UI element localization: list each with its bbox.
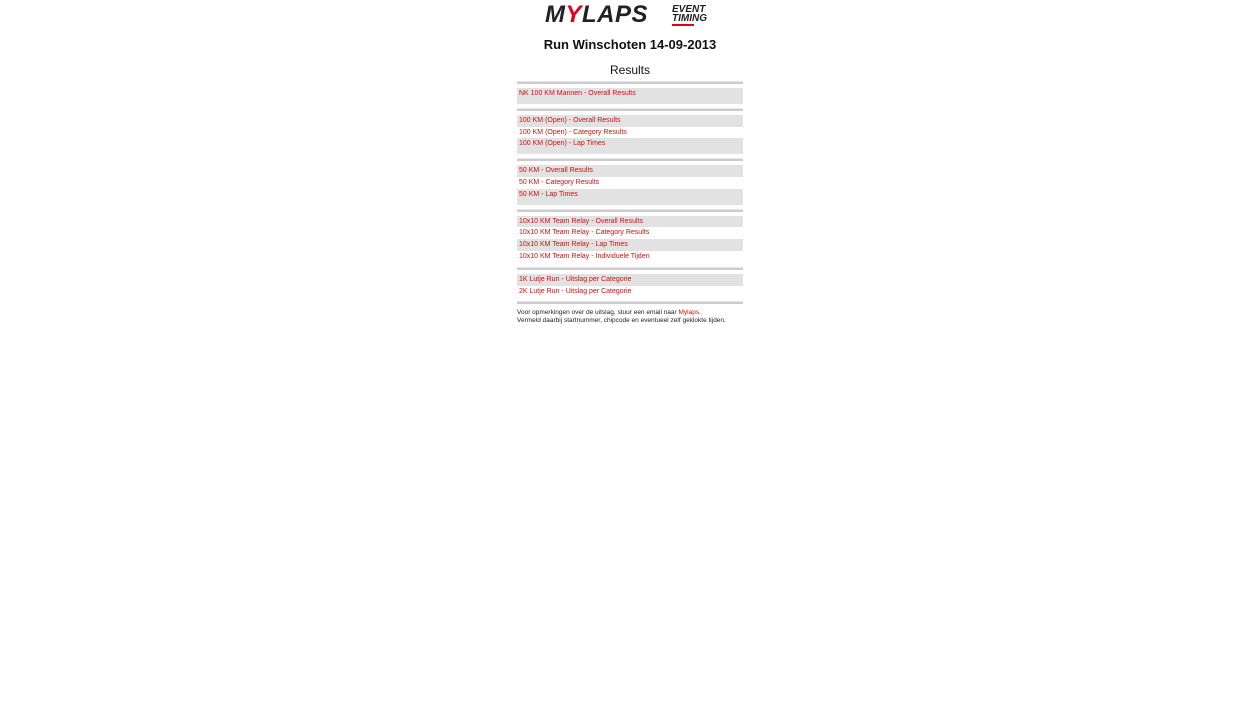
results-link[interactable]: 10x10 KM Team Relay - Overall Results [519,217,643,225]
section-divider [517,267,743,270]
logo-tagline: EVENT TIMING [672,4,707,24]
results-link[interactable]: 10x10 KM Team Relay - Lap Times [519,241,628,249]
section-divider [517,108,743,111]
footer-line-1: Voor opmerkingen over de uitslag, stuur een email naar Mylaps. [517,309,701,317]
section-divider [517,158,743,161]
results-link[interactable]: 100 KM (Open) - Lap Times [519,140,606,148]
row-padding [517,150,743,154]
logo-underline [672,24,694,26]
results-link[interactable]: 100 KM (Open) - Category Results [519,128,627,136]
results-link[interactable]: 10x10 KM Team Relay - Category Results [519,229,650,237]
event-title: Run Winschoten 14-09-2013 [543,37,717,52]
results-link[interactable]: 50 KM - Category Results [519,178,600,186]
footer-line-2: Vermeld daarbij startnummer, chipcode en eventueel zelf geklokte tijden. [517,317,726,325]
logo-wordmark: MYLAPS [545,1,649,28]
results-group [517,274,743,298]
results-row [517,239,743,251]
results-link-groups [517,81,743,304]
results-link[interactable]: 100 KM (Open) - Overall Results [519,116,621,124]
results-row [517,127,743,139]
results-row [517,286,743,298]
results-row [517,165,743,177]
results-group [517,115,743,154]
results-link[interactable]: 1K Lutje Run - Uitslag per Categorie [519,275,632,283]
row-padding [517,100,743,104]
section-title: Results [609,63,650,77]
section-divider [517,301,743,304]
mylaps-logo[interactable] [517,3,743,33]
results-row [517,251,743,263]
results-page [517,0,743,325]
results-link[interactable]: 50 KM - Lap Times [519,190,578,198]
results-row [517,138,743,150]
results-group [517,165,743,204]
results-row [517,274,743,286]
results-group [517,88,743,104]
results-row [517,88,743,100]
results-row [517,227,743,239]
results-row [517,177,743,189]
section-divider [517,209,743,212]
results-link[interactable]: 10x10 KM Team Relay - Individuele Tijden [519,252,650,260]
results-row [517,189,743,201]
results-link[interactable]: 2K Lutje Run - Uitslag per Categorie [519,287,632,295]
results-link[interactable]: 50 KM - Overall Results [519,167,593,175]
results-row [517,115,743,127]
results-link[interactable]: NK 100 KM Mannen - Overall Results [519,90,636,97]
section-divider [517,81,743,84]
results-row [517,216,743,228]
mylaps-email-link[interactable]: Mylaps [678,309,700,317]
row-padding [517,201,743,205]
footer-note [517,309,743,325]
results-group [517,216,743,263]
